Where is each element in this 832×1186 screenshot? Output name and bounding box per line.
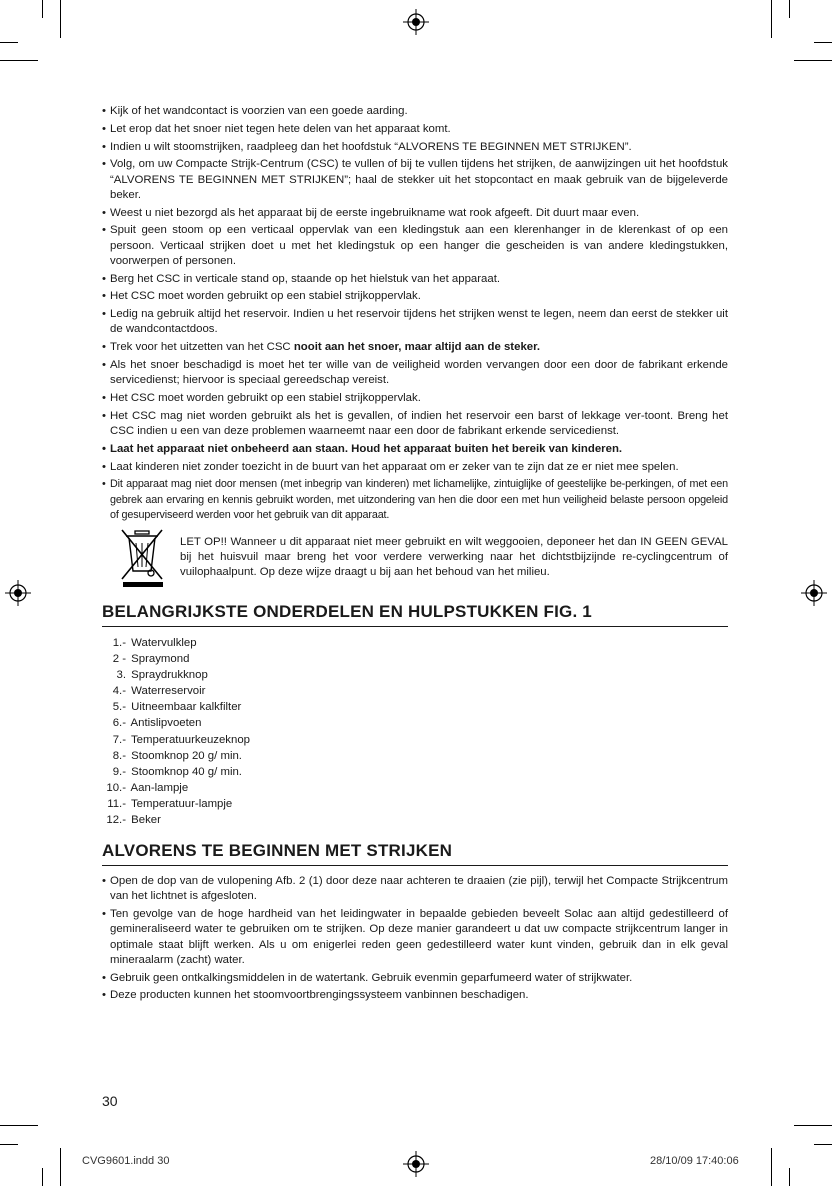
list-item: 5.- Uitneembaar kalkfilter <box>112 701 242 714</box>
parts-list <box>102 635 728 828</box>
list-item: • Open de dop van de vulopening Afb. 2 (1) door deze naar achteren te draaien (zie pijl), terwijl het Compacte Strijkcentrum van het lichtnet is afgesloten. <box>102 874 728 904</box>
list-item: • Dit apparaat mag niet door mensen (met inbegrip van kinderen) met lichamelijke, zintuiglijke of geestelijke be-perkingen, of met een gebrek aan ervaring en kennis gebruikt worden, met uitzondering van hen die door een met hun veiligheid belaste persoon opgeleid of gesuperviseerd werden voor het gebruik van dit apparaat. <box>102 477 728 523</box>
plug-warning-bold: nooit aan het snoer, maar altijd aan de steker. <box>293 341 541 354</box>
footer-datetime: 28/10/09 17:40:06 <box>650 1155 739 1167</box>
crop-mark <box>0 1125 38 1126</box>
crop-mark <box>771 1148 772 1186</box>
list-item: • Ten gevolge van de hoge hardheid van het leidingwater in bepaalde gebieden beveelt Solac aan altijd gedestilleerd of gemineraliseerd water te gebruiken om te strijken. Op deze manier garandeert u dat uw compacte strijkcentrum langer in optimale staat blijft werken. Als u om enigerlei reden geen gedestilleerd water kunt vinden, gebruik dan in elk geval mineraalarm (zacht) water. <box>102 907 728 968</box>
list-item: 12.- Beker <box>106 814 161 827</box>
crop-mark <box>0 1144 18 1145</box>
list-item: 3. Spraydrukknop <box>116 669 208 682</box>
list-item: • Laat kinderen niet zonder toezicht in de buurt van het apparaat om er zeker van te zijn dat ze er niet mee spelen. <box>102 460 728 475</box>
list-item: 2 - Spraymond <box>112 653 190 666</box>
safety-bullet-list <box>102 104 728 523</box>
list-item: • Volg, om uw Compacte Strijk-Centrum (CSC) te vullen of bij te vullen tijdens het strijken, de aanwijzingen uit het hoofdstuk “ALVORENS TE BEGINNEN MET STRIJKEN”; haal de stekker uit het stopcontact en maak gebruik van de bijgeleverde beker. <box>102 157 728 203</box>
registration-mark-icon <box>5 580 31 606</box>
crop-mark <box>771 0 772 38</box>
list-item: 7.- Temperatuurkeuzeknop <box>112 733 251 746</box>
crop-mark <box>789 0 790 18</box>
crop-mark <box>794 60 832 61</box>
weee-notice-text: LET OP!! Wanneer u dit apparaat niet meer gebruikt en wilt weggooien, deponeer het dan IN GEEN GEVAL bij het huisvuil maar breng het voor verdere verwerking naar het dichtstbijzijnde re-cyclingcentrum of vuilophaalpunt. Op deze wijze draagt u bij aan het behoud van het milieu. <box>180 535 728 579</box>
list-item: 11.- Temperatuur-lampje <box>107 797 233 810</box>
list-item: 9.- Stoomknop 40 g/ min. <box>112 765 242 778</box>
list-item: • Kijk of het wandcontact is voorzien van een goede aarding. <box>102 104 728 119</box>
weee-notice <box>102 527 728 589</box>
list-item: 8.- Stoomknop 20 g/ min. <box>112 749 242 762</box>
list-item: • Spuit geen stoom op een verticaal oppervlak van een kledingstuk aan een klerenhanger in de klerenkast of op een persoon. Verticaal strijken doet u met het kledingstuk op een hanger die gescheiden is van andere kledingstukken, voorwerpen of personen. <box>102 223 728 269</box>
crop-mark <box>60 1148 61 1186</box>
section-title-before-ironing: ALVORENS TE BEGINNEN MET STRIJKEN <box>102 840 728 866</box>
list-item: • Het CSC moet worden gebruikt op een stabiel strijkoppervlak. <box>102 289 728 304</box>
crop-mark <box>0 42 18 43</box>
section-title-parts: BELANGRIJKSTE ONDERDELEN EN HULPSTUKKEN FIG. 1 <box>102 601 728 627</box>
list-item: • Ledig na gebruik altijd het reservoir. Indien u het reservoir tijdens het strijken wenst te legen, neem dan eerst de stekker uit de wandcontactdoos. <box>102 307 728 337</box>
crossed-out-bin-icon <box>118 527 168 589</box>
crop-mark <box>0 60 38 61</box>
list-item: • Als het snoer beschadigd is moet het ter wille van de veiligheid worden vervangen door een door de fabrikant erkende servicedienst; hiervoor is speciaal gereedschap vereist. <box>102 358 728 388</box>
page-content <box>102 104 728 1006</box>
crop-mark <box>794 1125 832 1126</box>
list-item: • Deze producten kunnen het stoomvoortbrengingssysteem vanbinnen beschadigen. <box>102 988 728 1003</box>
before-ironing-bullet-list <box>102 874 728 1003</box>
list-item: • Het CSC moet worden gebruikt op een stabiel strijkoppervlak. <box>102 391 728 406</box>
list-item: 1.- Watervulklep <box>112 636 197 649</box>
crop-mark <box>814 1144 832 1145</box>
list-item: • Indien u wilt stoomstrijken, raadpleeg dan het hoofdstuk “ALVORENS TE BEGINNEN MET STRIJKEN”. <box>102 140 728 155</box>
crop-mark <box>60 0 61 38</box>
crop-mark <box>814 42 832 43</box>
list-item: 6.- Antislipvoeten <box>112 717 202 730</box>
page-number: 30 <box>102 1093 118 1109</box>
list-item: 4.- Waterreservoir <box>112 685 206 698</box>
footer-file-name: CVG9601.indd 30 <box>82 1155 170 1167</box>
crop-mark <box>42 1168 43 1186</box>
list-item: 10.- Aan-lampje <box>106 781 189 794</box>
registration-mark-icon <box>801 580 827 606</box>
list-item: • Het CSC mag niet worden gebruikt als het is gevallen, of indien het reservoir een barst of lekkage ver-toont. Breng het CSC indien u een van deze problemen waarneemt naar een door de fabrikant erkende servicedienst. <box>102 409 728 439</box>
list-item: • Let erop dat het snoer niet tegen hete delen van het apparaat komt. <box>102 122 728 137</box>
registration-mark-icon <box>403 9 429 35</box>
list-item: • Gebruik geen ontkalkingsmiddelen in de watertank. Gebruik evenmin geparfumeerd water of strijkwater. <box>102 971 728 986</box>
crop-mark <box>789 1168 790 1186</box>
list-item: • Laat het apparaat niet onbeheerd aan staan. Houd het apparaat buiten het bereik van kinderen. <box>102 442 728 457</box>
list-item <box>102 340 728 355</box>
list-item: • Weest u niet bezorgd als het apparaat bij de eerste ingebruikname wat rook afgeeft. Dit duurt maar even. <box>102 206 728 221</box>
plug-warning-text: Trek voor het uitzetten van het CSC <box>110 341 294 354</box>
list-item: • Berg het CSC in verticale stand op, staande op het hielstuk van het apparaat. <box>102 272 728 287</box>
crop-mark <box>42 0 43 18</box>
registration-mark-icon <box>403 1151 429 1177</box>
